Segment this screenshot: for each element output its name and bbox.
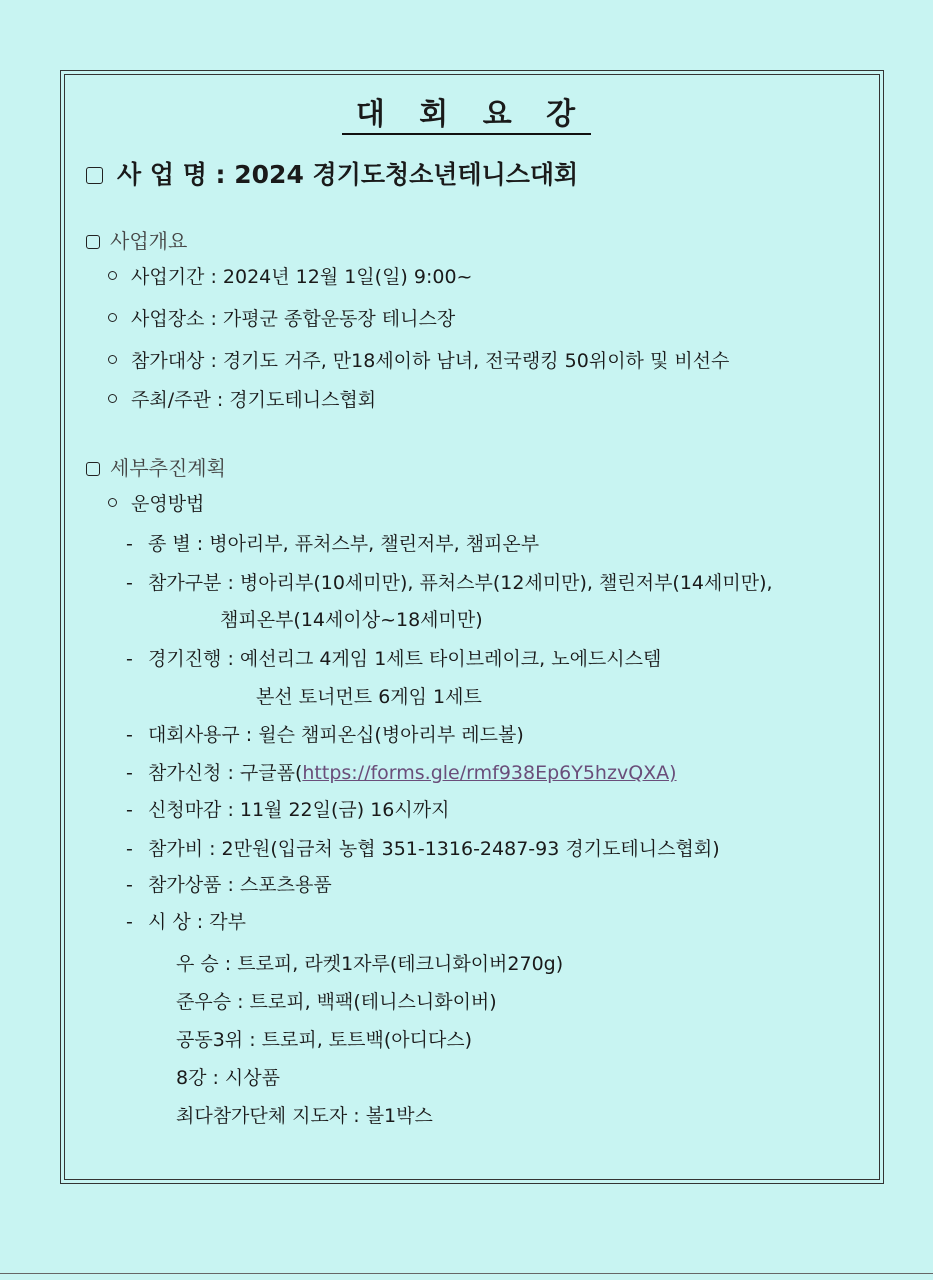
- award-text: 공동3위 : 트로피, 토트백(아디다스): [176, 1029, 473, 1051]
- business-name: 사 업 명 : 2024 경기도청소년테니스대회: [117, 160, 579, 189]
- dash-bullet: -: [126, 648, 133, 670]
- dash-bullet: -: [126, 874, 133, 896]
- overview-heading: 사업개요: [110, 229, 188, 253]
- dash-bullet: -: [126, 799, 133, 821]
- plan-item-progress-cont: [256, 685, 482, 709]
- plan-item-text: 참가신청 : 구글폼(: [148, 762, 303, 784]
- plan-item-division-cont: [220, 608, 483, 632]
- plan-heading: 세부추진계획: [110, 456, 226, 480]
- title-text: 대 회 요 강: [342, 98, 591, 135]
- overview-item-host: [108, 388, 376, 412]
- plan-heading-row: [86, 456, 226, 480]
- checkbox-icon: [86, 235, 100, 249]
- plan-item-text: 경기진행 : 예선리그 4게임 1세트 타이브레이크, 노에드시스템: [148, 648, 662, 670]
- overview-item-period: [108, 265, 472, 289]
- plan-item-text: 챔피온부(14세이상~18세미만): [220, 609, 483, 631]
- overview-item-text: 참가대상 : 경기도 거주, 만18세이하 남녀, 전국랭킹 50위이하 및 비선수: [131, 350, 730, 372]
- plan-item-text: 참가구분 : 병아리부(10세미만), 퓨처스부(12세미만), 챌린저부(14세미만),: [148, 572, 773, 594]
- checkbox-icon: [86, 167, 103, 184]
- plan-item-text: 본선 토너먼트 6게임 1세트: [256, 686, 482, 708]
- plan-item-text: 종 별 : 병아리부, 퓨처스부, 챌린저부, 챔피온부: [148, 533, 540, 555]
- bottom-rule: [0, 1273, 933, 1274]
- plan-item-awards: [126, 910, 246, 934]
- award-text: 8강 : 시상품: [176, 1067, 280, 1089]
- plan-item-division: [126, 571, 773, 595]
- award-text: 준우승 : 트로피, 백팩(테니스니화이버): [176, 991, 497, 1013]
- plan-item-apply: [126, 761, 677, 785]
- circle-bullet-icon: [108, 355, 117, 364]
- plan-item-text: 참가비 : 2만원(입금처 농협 351-1316-2487-93 경기도테니스협회): [148, 838, 720, 860]
- plan-item-events: [126, 532, 539, 556]
- overview-item-target: [108, 349, 729, 373]
- award-row: [176, 1028, 472, 1052]
- operation-method-row: [108, 492, 204, 516]
- circle-bullet-icon: [108, 271, 117, 280]
- plan-item-ball: [126, 723, 524, 747]
- circle-bullet-icon: [108, 313, 117, 322]
- overview-item-place: [108, 307, 455, 331]
- award-text: 우 승 : 트로피, 라켓1자루(테크니화이버270g): [176, 953, 564, 975]
- dash-bullet: -: [126, 911, 133, 933]
- award-row: [176, 990, 497, 1014]
- circle-bullet-icon: [108, 394, 117, 403]
- circle-bullet-icon: [108, 498, 117, 507]
- overview-item-text: 주최/주관 : 경기도테니스협회: [131, 389, 377, 411]
- apply-form-link[interactable]: https://forms.gle/rmf938Ep6Y5hzvQXA): [302, 762, 677, 784]
- overview-heading-row: [86, 229, 187, 253]
- document-title: [0, 97, 933, 135]
- overview-item-text: 사업장소 : 가평군 종합운동장 테니스장: [131, 308, 456, 330]
- plan-item-fee: [126, 837, 720, 861]
- business-name-row: [86, 160, 578, 190]
- award-row: [176, 952, 563, 976]
- plan-item-text: 신청마감 : 11월 22일(금) 16시까지: [148, 799, 450, 821]
- operation-method: 운영방법: [131, 493, 205, 515]
- plan-item-text: 시 상 : 각부: [148, 911, 246, 933]
- award-row: [176, 1104, 433, 1128]
- plan-item-deadline: [126, 798, 449, 822]
- overview-item-text: 사업기간 : 2024년 12월 1일(일) 9:00~: [131, 266, 473, 288]
- plan-item-progress: [126, 647, 661, 671]
- checkbox-icon: [86, 462, 100, 476]
- dash-bullet: -: [126, 838, 133, 860]
- dash-bullet: -: [126, 724, 133, 746]
- dash-bullet: -: [126, 762, 133, 784]
- plan-item-goods: [126, 873, 332, 897]
- plan-item-text: 참가상품 : 스포츠용품: [148, 874, 332, 896]
- award-text: 최다참가단체 지도자 : 볼1박스: [176, 1105, 433, 1127]
- dash-bullet: -: [126, 533, 133, 555]
- award-row: [176, 1066, 280, 1090]
- dash-bullet: -: [126, 572, 133, 594]
- plan-item-text: 대회사용구 : 윌슨 챔피온십(병아리부 레드볼): [148, 724, 524, 746]
